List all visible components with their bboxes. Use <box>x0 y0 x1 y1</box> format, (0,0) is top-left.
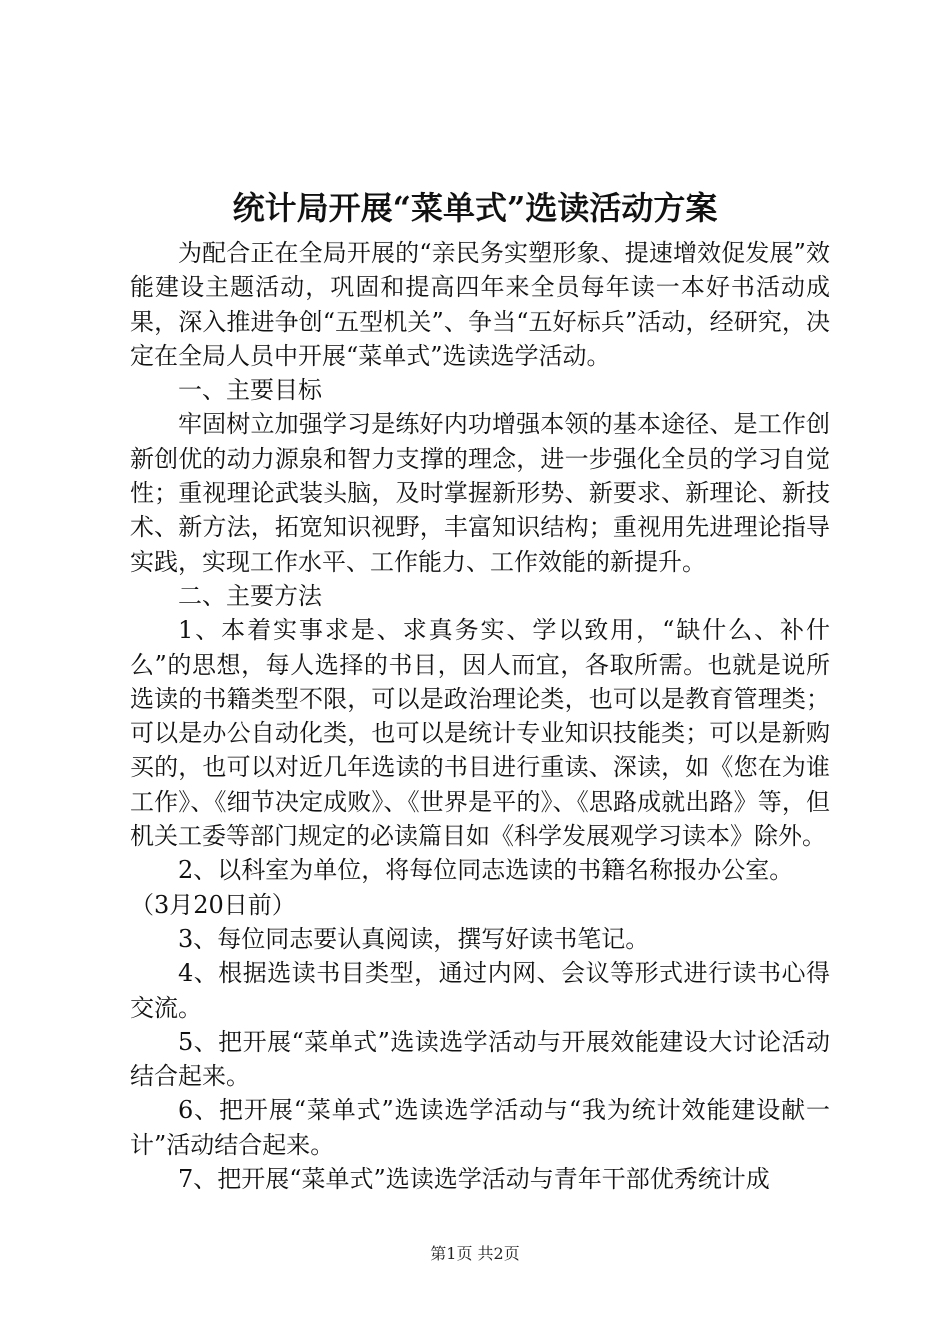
goals-paragraph: 牢固树立加强学习是练好内功增强本领的基本途径、是工作创新创优的动力源泉和智力支撑的理念，进一步强化全员的学习自觉性；重视理论武装头脑，及时掌握新形势、新要求、新理论、新技术、新方法，拓宽知识视野，丰富知识结构；重视用先进理论指导实践，实现工作水平、工作能力、工作效能的新提升。 <box>130 410 830 576</box>
intro-paragraph: 为配合正在全局开展的“亲民务实塑形象、提速增效促发展”效能建设主题活动，巩固和提高四年来全员每年读一本好书活动成果，深入推进争创“五型机关”、争当“五好标兵”活动，经研究，决定在全局人员中开展“菜单式”选读选学活动。 <box>130 239 830 370</box>
method-item-2-deadline: （3月20日前） <box>130 890 296 919</box>
method-item-1: 1、本着实事求是、求真务实、学以致用，“缺什么、补什么”的思想，每人选择的书目，因人而宜，各取所需。也就是说所选读的书籍类型不限，可以是政治理论类，也可以是教育管理类；可以是办公自动化类，也可以是统计专业知识技能类；可以是新购买的，也可以对近几年选读的书目进行重读、深读，如《您在为谁工作》、《细节决定成败》、《世界是平的》、《思路成就出路》等，但机关工委等部门规定的必读篇目如《科学发展观学习读本》除外。 <box>130 616 830 851</box>
document-body <box>130 236 830 1196</box>
method-item-3: 3、每位同志要认真阅读，撰写好读书笔记。 <box>178 924 650 953</box>
method-item-6: 6、把开展“菜单式”选读选学活动与“我为统计效能建设献一计”活动结合起来。 <box>130 1096 830 1159</box>
method-item-2: 2、以科室为单位，将每位同志选读的书籍名称报办公室。 <box>178 856 794 885</box>
section-heading-goals: 一、主要目标 <box>178 376 322 405</box>
method-item-4: 4、根据选读书目类型，通过内网、会议等形式进行读书心得交流。 <box>130 959 830 1022</box>
document-title: 统计局开展“菜单式”选读活动方案 <box>232 189 718 227</box>
section-heading-methods: 二、主要方法 <box>178 581 322 610</box>
page-footer: 第1页 共2页 <box>430 1244 520 1263</box>
method-item-7: 7、把开展“菜单式”选读选学活动与青年干部优秀统计成 <box>178 1165 770 1194</box>
method-item-5: 5、把开展“菜单式”选读选学活动与开展效能建设大讨论活动结合起来。 <box>130 1027 830 1091</box>
